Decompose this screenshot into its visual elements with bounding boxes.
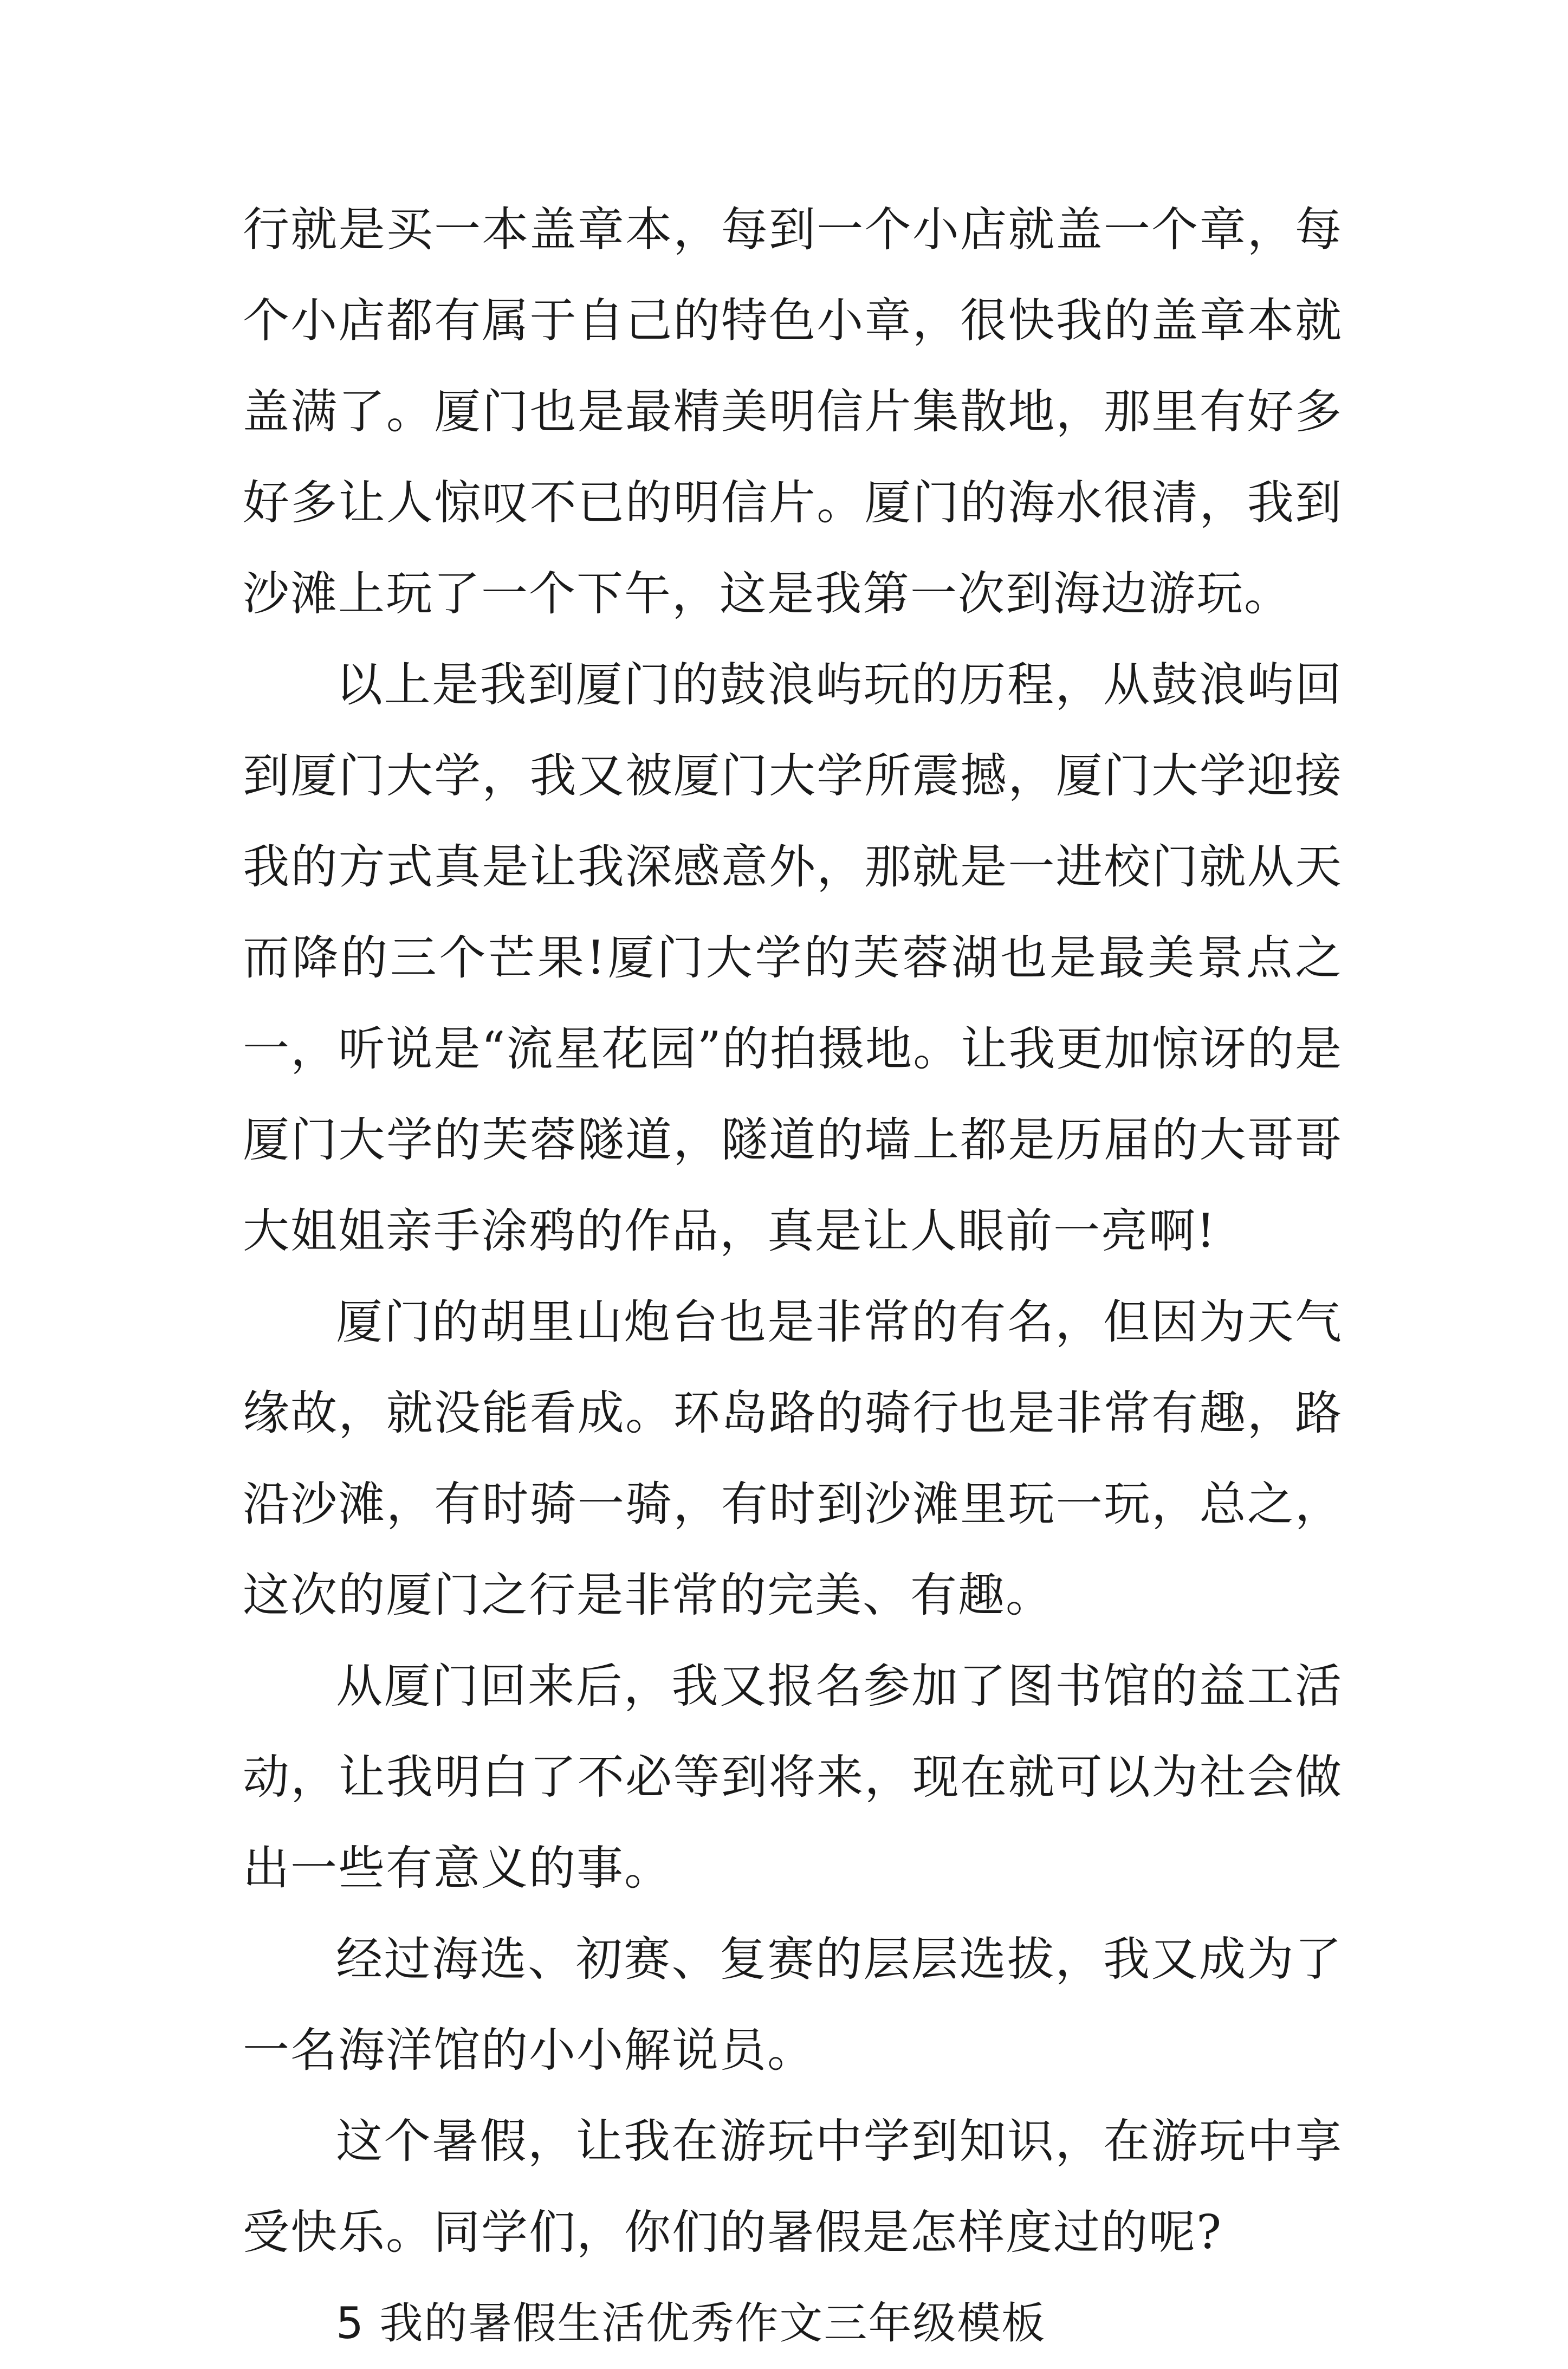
paragraph-2: 以上是我到厦门的鼓浪屿玩的历程，从鼓浪屿回到厦门大学，我又被厦门大学所震撼，厦门大学迎接我的方式真是让我深感意外，那就是一进校门就从天而降的三个芒果!厦门大学的芙蓉湖也是最美景点之一，听说是“流星花园”的拍摄地。让我更加惊讶的是厦门大学的芙蓉隧道，隧道的墙上都是历届的大哥哥大姐姐亲手涂鸦的作品，真是让人眼前一亮啊!	[243, 658, 1343, 1258]
paragraph-4: 从厦门回来后，我又报名参加了图书馆的益工活动，让我明白了不必等到将来，现在就可以为社会做出一些有意义的事。	[243, 1659, 1343, 1895]
paragraph-5: 经过海选、初赛、复赛的层层选拔，我又成为了一名海洋馆的小小解说员。	[243, 1932, 1343, 2077]
document-body	[243, 184, 1343, 2369]
section-heading: 5 我的暑假生活优秀作文三年级模板	[336, 2298, 1046, 2348]
paragraph-3: 厦门的胡里山炮台也是非常的有名，但因为天气缘故，就没能看成。环岛路的骑行也是非常有趣，路沿沙滩，有时骑一骑，有时到沙滩里玩一玩，总之，这次的厦门之行是非常的完美、有趣。	[243, 1295, 1343, 1622]
paragraph-1: 行就是买一本盖章本，每到一个小店就盖一个章，每个小店都有属于自己的特色小章，很快我的盖章本就盖满了。厦门也是最精美明信片集散地，那里有好多好多让人惊叹不已的明信片。厦门的海水很清，我到沙滩上玩了一个下午，这是我第一次到海边游玩。	[243, 203, 1343, 621]
paragraph-6: 这个暑假，让我在游玩中学到知识，在游玩中享受快乐。同学们，你们的暑假是怎样度过的呢?	[243, 2114, 1343, 2260]
